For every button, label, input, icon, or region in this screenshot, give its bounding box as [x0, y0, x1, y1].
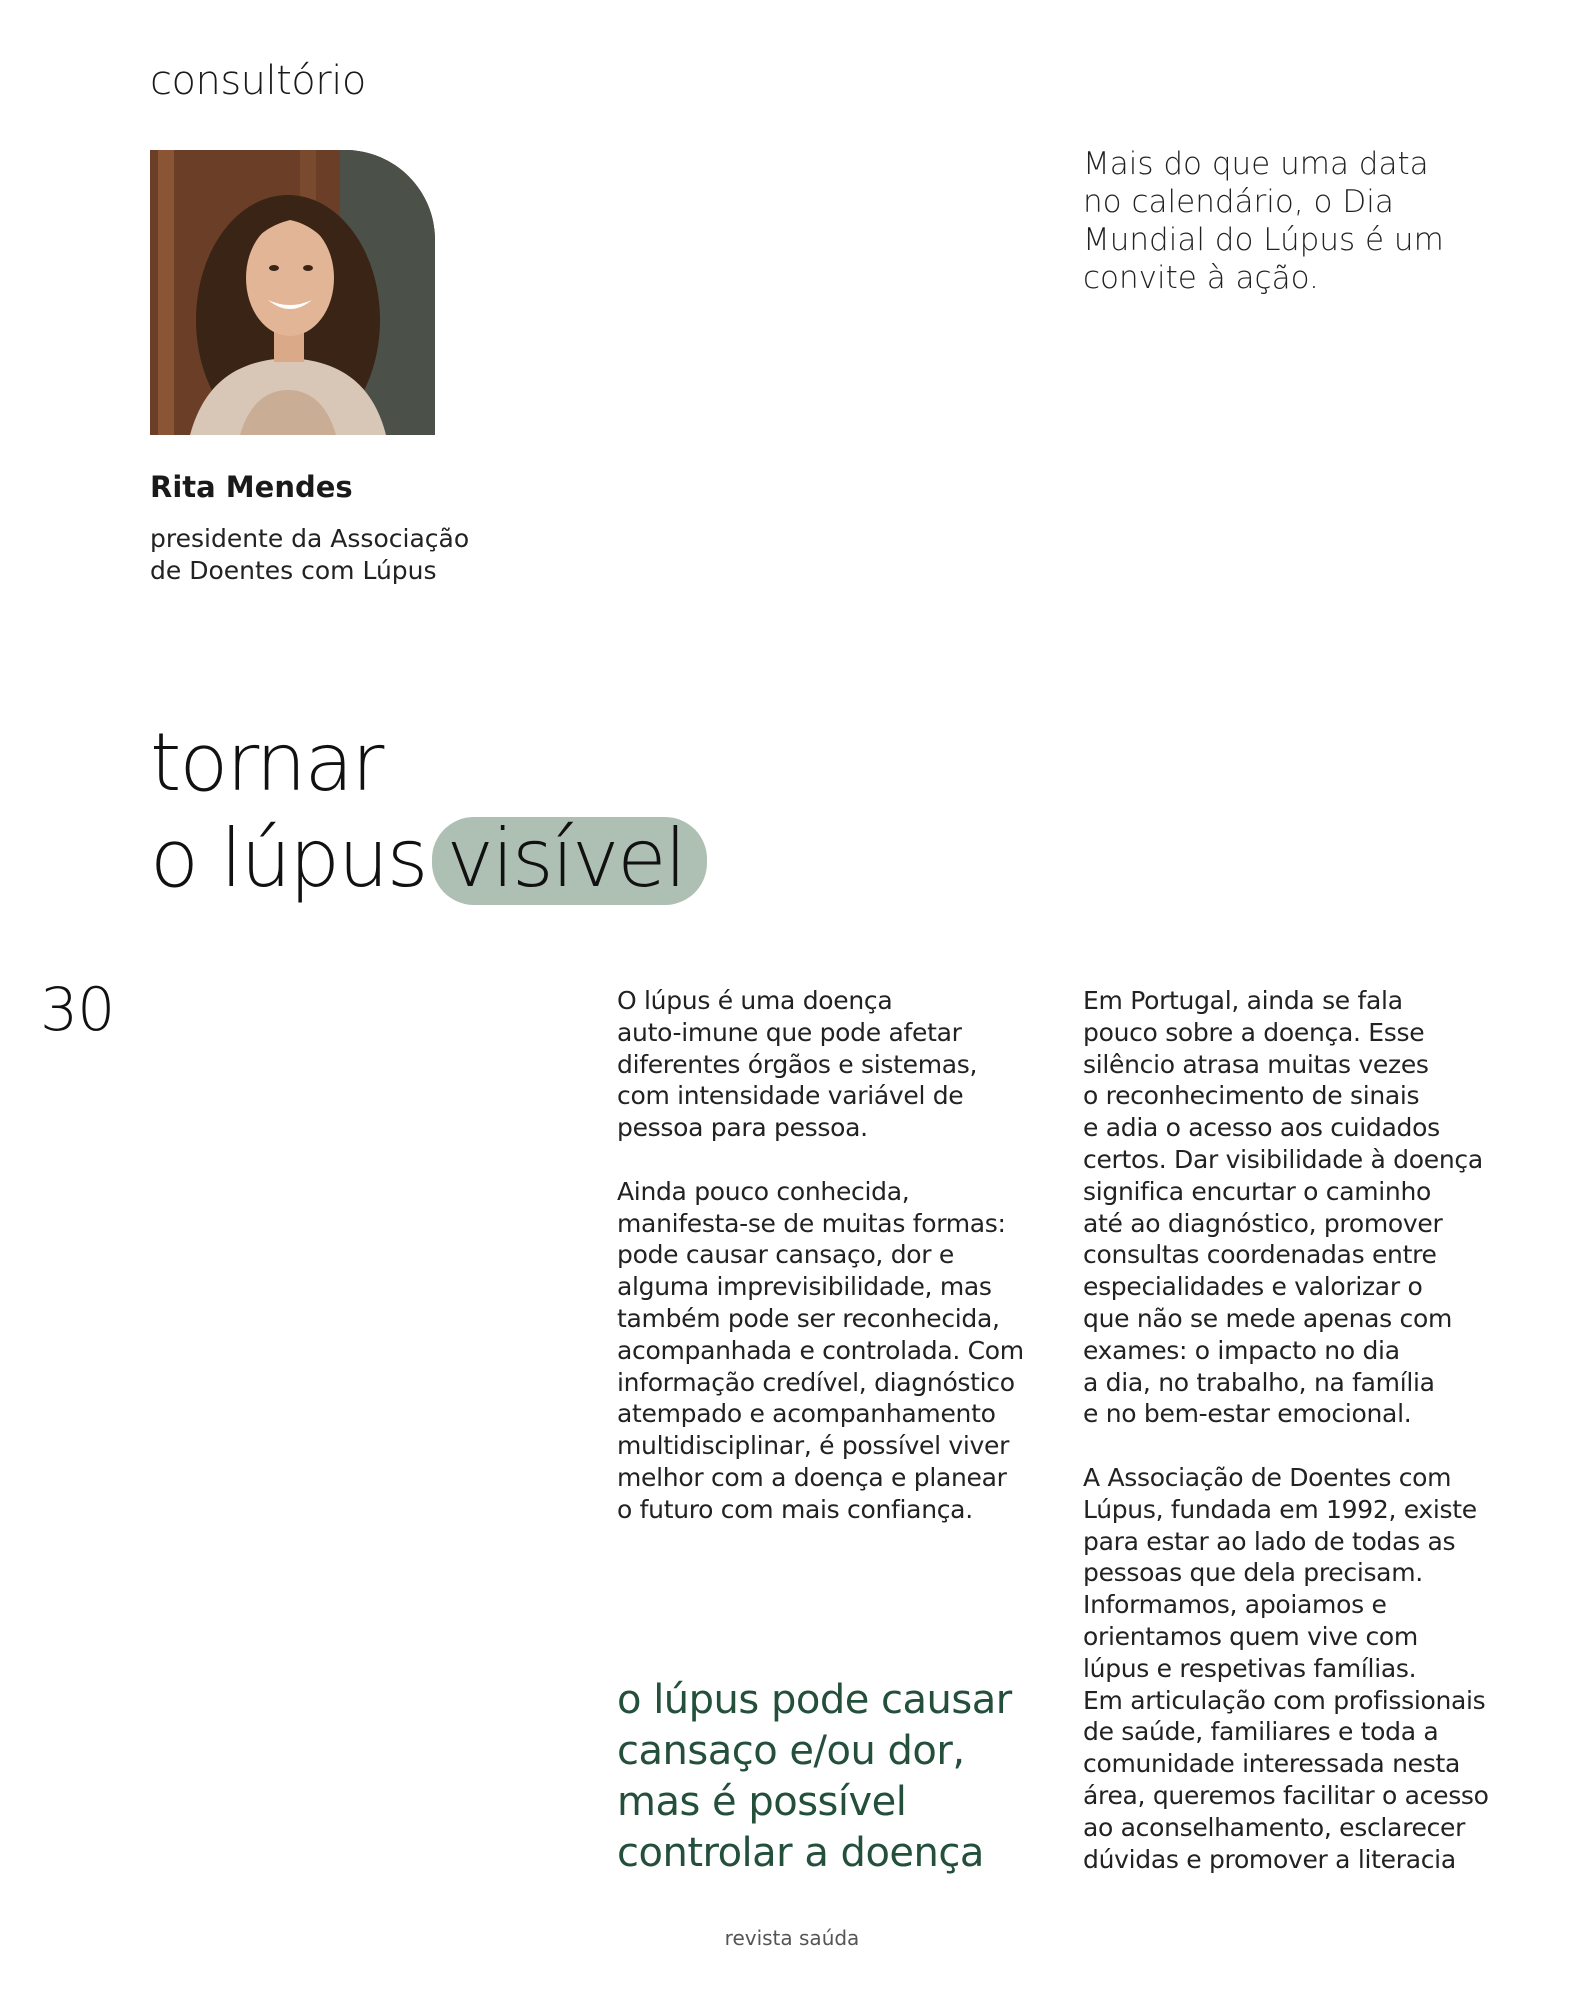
intro-line: Mundial do Lúpus é um: [1083, 222, 1444, 258]
footer-magazine-name: revista saúda: [724, 1926, 860, 1950]
title-line-2: [150, 811, 707, 907]
text-line: que não se mede apenas com: [1083, 1303, 1453, 1333]
paragraph: [617, 1176, 1024, 1526]
text-line: O lúpus é uma doença: [617, 986, 893, 1015]
section-label: consultório: [150, 58, 366, 104]
text-line: acompanhada e controlada. Com: [617, 1335, 1024, 1365]
pull-quote-line: controlar a doença: [617, 1830, 984, 1876]
text-line: pessoas que dela precisam.: [1083, 1558, 1423, 1588]
text-line: melhor com a doença e planear: [617, 1462, 1007, 1492]
text-line: exames: o impacto no dia: [1083, 1335, 1400, 1365]
text-line: consultas coordenadas entre: [1083, 1240, 1437, 1270]
pull-quote-line: cansaço e/ou dor,: [617, 1728, 965, 1774]
text-line: auto-imune que pode afetar: [617, 1017, 962, 1047]
text-line: pessoa para pessoa.: [617, 1113, 868, 1143]
text-line: de saúde, familiares e toda a: [1083, 1717, 1439, 1747]
text-line: para estar ao lado de todas as: [1083, 1526, 1456, 1556]
text-line: Informamos, apoiamos e: [1083, 1590, 1387, 1620]
text-line: diferentes órgãos e sistemas,: [617, 1049, 978, 1079]
text-line: até ao diagnóstico, promover: [1083, 1208, 1443, 1238]
text-line: A Associação de Doentes com: [1083, 1462, 1452, 1492]
author-role-line: presidente da Associação: [150, 524, 470, 553]
intro-line: convite à ação.: [1083, 260, 1319, 296]
text-line: alguma imprevisibilidade, mas: [617, 1272, 992, 1302]
author-photo: [150, 150, 435, 435]
author-role: [150, 523, 469, 587]
article-column-left: [617, 985, 1024, 1526]
text-line: ao aconselhamento, esclarecer: [1083, 1812, 1466, 1842]
article-column-right: [1083, 985, 1489, 1875]
intro-line: no calendário, o Dia: [1083, 184, 1394, 220]
text-line: e no bem-estar emocional.: [1083, 1399, 1412, 1429]
text-line: especialidades e valorizar o: [1083, 1272, 1423, 1302]
text-line: Em articulação com profissionais: [1083, 1685, 1486, 1715]
paragraph: [1083, 985, 1489, 1430]
text-line: orientamos quem vive com: [1083, 1621, 1418, 1651]
pull-quote: [617, 1675, 1012, 1879]
text-line: Lúpus, fundada em 1992, existe: [1083, 1494, 1477, 1524]
author-name: Rita Mendes: [150, 470, 353, 504]
text-line: lúpus e respetivas famílias.: [1083, 1653, 1417, 1683]
paragraph: [1083, 1462, 1489, 1875]
text-line: informação credível, diagnóstico: [617, 1367, 1015, 1397]
text-line: também pode ser reconhecida,: [617, 1303, 1000, 1333]
pull-quote-line: o lúpus pode causar: [617, 1677, 1012, 1723]
author-role-line: de Doentes com Lúpus: [150, 556, 437, 585]
intro-line: Mais do que uma data: [1083, 146, 1429, 182]
pull-quote-line: mas é possível: [617, 1779, 907, 1825]
text-line: Ainda pouco conhecida,: [617, 1176, 910, 1206]
text-line: pouco sobre a doença. Esse: [1083, 1017, 1425, 1047]
page-number: 30: [40, 975, 115, 1045]
text-line: atempado e acompanhamento: [617, 1399, 996, 1429]
text-line: o futuro com mais confiança.: [617, 1494, 973, 1524]
text-line: dúvidas e promover a literacia: [1083, 1844, 1456, 1874]
portrait-illustration: [150, 150, 435, 435]
text-line: certos. Dar visibilidade à doença: [1083, 1144, 1483, 1174]
text-line: pode causar cansaço, dor e: [617, 1240, 955, 1270]
text-line: o reconhecimento de sinais: [1083, 1081, 1420, 1111]
text-line: e adia o acesso aos cuidados: [1083, 1113, 1440, 1143]
text-line: silêncio atrasa muitas vezes: [1083, 1049, 1429, 1079]
title-highlight: visível: [432, 817, 706, 905]
text-line: multidisciplinar, é possível viver: [617, 1431, 1010, 1461]
text-line: área, queremos facilitar o acesso: [1083, 1780, 1489, 1810]
text-line: comunidade interessada nesta: [1083, 1749, 1460, 1779]
text-line: Em Portugal, ainda se fala: [1083, 986, 1403, 1015]
text-line: manifesta-se de muitas formas:: [617, 1208, 1006, 1238]
text-line: com intensidade variável de: [617, 1081, 964, 1111]
intro-text: [1083, 145, 1444, 297]
title-line-1: tornar: [150, 716, 383, 809]
title-plain: o lúpus: [150, 812, 427, 905]
text-line: a dia, no trabalho, na família: [1083, 1367, 1435, 1397]
paragraph: [617, 985, 1024, 1144]
text-line: significa encurtar o caminho: [1083, 1176, 1432, 1206]
page-title: [150, 715, 707, 907]
